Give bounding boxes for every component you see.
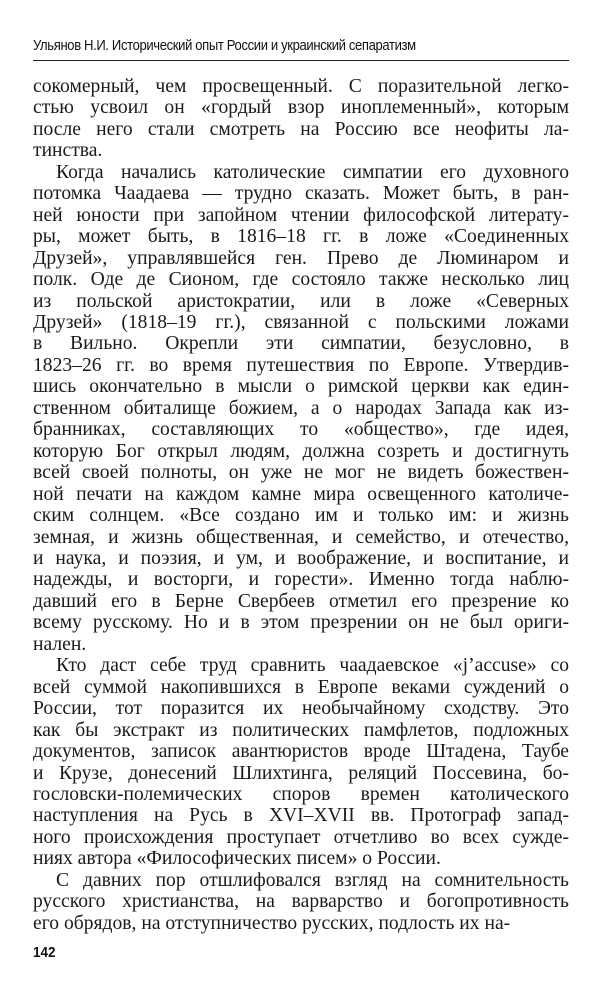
text-line: русского христианства, на варварство и богопротивность [33, 891, 569, 913]
text-line: ственном обиталище божием, а о народах Запада как из- [33, 397, 569, 419]
text-line: его обрядов, на отступничество русских, подлость их на- [33, 912, 511, 934]
text-line: потомка Чаадаева — трудно сказать. Может быть, в ран- [33, 183, 569, 205]
text-line: Друзей» (1818–19 гг.), связанной с польскими ложами [33, 311, 569, 333]
text-line: которую Бог открыл людям, должна созреть и достигнуть [33, 440, 569, 462]
text-line: Кто даст себе труд сравнить чаадаевское «j’accuse» со [56, 655, 569, 677]
text-line: ного происхождения проступает отчетливо во всех сужде- [33, 826, 569, 848]
text-line: стью усвоил он «гордый взор иноплеменный», которым [33, 97, 569, 119]
text-line: ры, может быть, в 1816–18 гг. в ложе «Соединенных [33, 226, 569, 248]
text-line: нален. [33, 633, 87, 655]
text-line: полк. Оде де Сионом, где состояло также несколько лиц [33, 269, 569, 291]
text-line: документов, записок авантюристов вроде Штадена, Таубе [33, 741, 569, 763]
paragraph [33, 655, 569, 870]
text-line: надежды, и восторги, и горести». Именно тогда наблю- [33, 569, 569, 591]
text-line: наступления на Русь в XVI–XVII вв. Протограф запад- [33, 805, 569, 827]
text-line: ной печати на каждом камне мира освещенного католиче- [33, 483, 569, 505]
text-line: бранниках, составляющих то «общество», где идея, [33, 419, 569, 441]
running-header: Ульянов Н.И. Исторический опыт России и украинский сепаратизм [33, 38, 416, 54]
paragraph [33, 76, 569, 162]
text-line: всей суммой накопившихся в Европе веками суждений о [33, 676, 569, 698]
text-line: в Вильно. Окрепли эти симпатии, безусловно, в [33, 333, 569, 355]
text-line: как бы экстракт из политических памфлетов, подложных [33, 719, 569, 741]
text-line: сокомерный, чем просвещенный. С поразительной легко- [33, 76, 569, 97]
text-line: ней юности при запойном чтении философской литерату- [33, 204, 569, 226]
text-line: Когда начались католические симпатии его духовного [56, 161, 569, 183]
text-line: и наука, и поэзия, и ум, и воображение, и воспитание, и [33, 547, 569, 569]
text-line: всему русскому. Но и в этом презрении он не был ориги- [33, 612, 569, 634]
text-line: земная, и жизнь общественная, и семейство, и отечество, [33, 526, 569, 548]
page-number: 142 [33, 944, 56, 961]
header-rule [33, 60, 569, 61]
text-line: после него стали смотреть на Россию все неофиты ла- [33, 118, 569, 140]
text-line: ниях автора «Философических писем» о России. [33, 848, 441, 870]
paragraph [33, 162, 569, 655]
text-line: шись окончательно в мысли о римской церкви как един- [33, 376, 569, 398]
text-line: России, тот поразится их необычайному сходству. Это [33, 698, 569, 720]
text-line: 1823–26 гг. во время путешествия по Европе. Утвердив- [33, 354, 569, 376]
text-line: давший его в Берне Свербеев отметил его презрение ко [33, 590, 569, 612]
text-line: из польской аристократии, или в ложе «Северных [33, 290, 569, 312]
text-line: ским солнцем. «Все создано им и только им: и жизнь [33, 505, 569, 527]
text-line: и Крузе, донесений Шлихтинга, реляций Поссевина, бо- [33, 762, 569, 784]
text-line: С давних пор отшлифовался взгляд на сомнительность [56, 869, 569, 891]
paragraph [33, 870, 569, 934]
text-line: гословски-полемических споров времен католического [33, 783, 569, 805]
text-line: Друзей», управлявшейся ген. Прево де Люминаром и [33, 247, 569, 269]
text-line: тинства. [33, 140, 103, 162]
text-line: всей своей полноты, он уже не мог не видеть божествен- [33, 462, 569, 484]
body-text [33, 76, 569, 934]
